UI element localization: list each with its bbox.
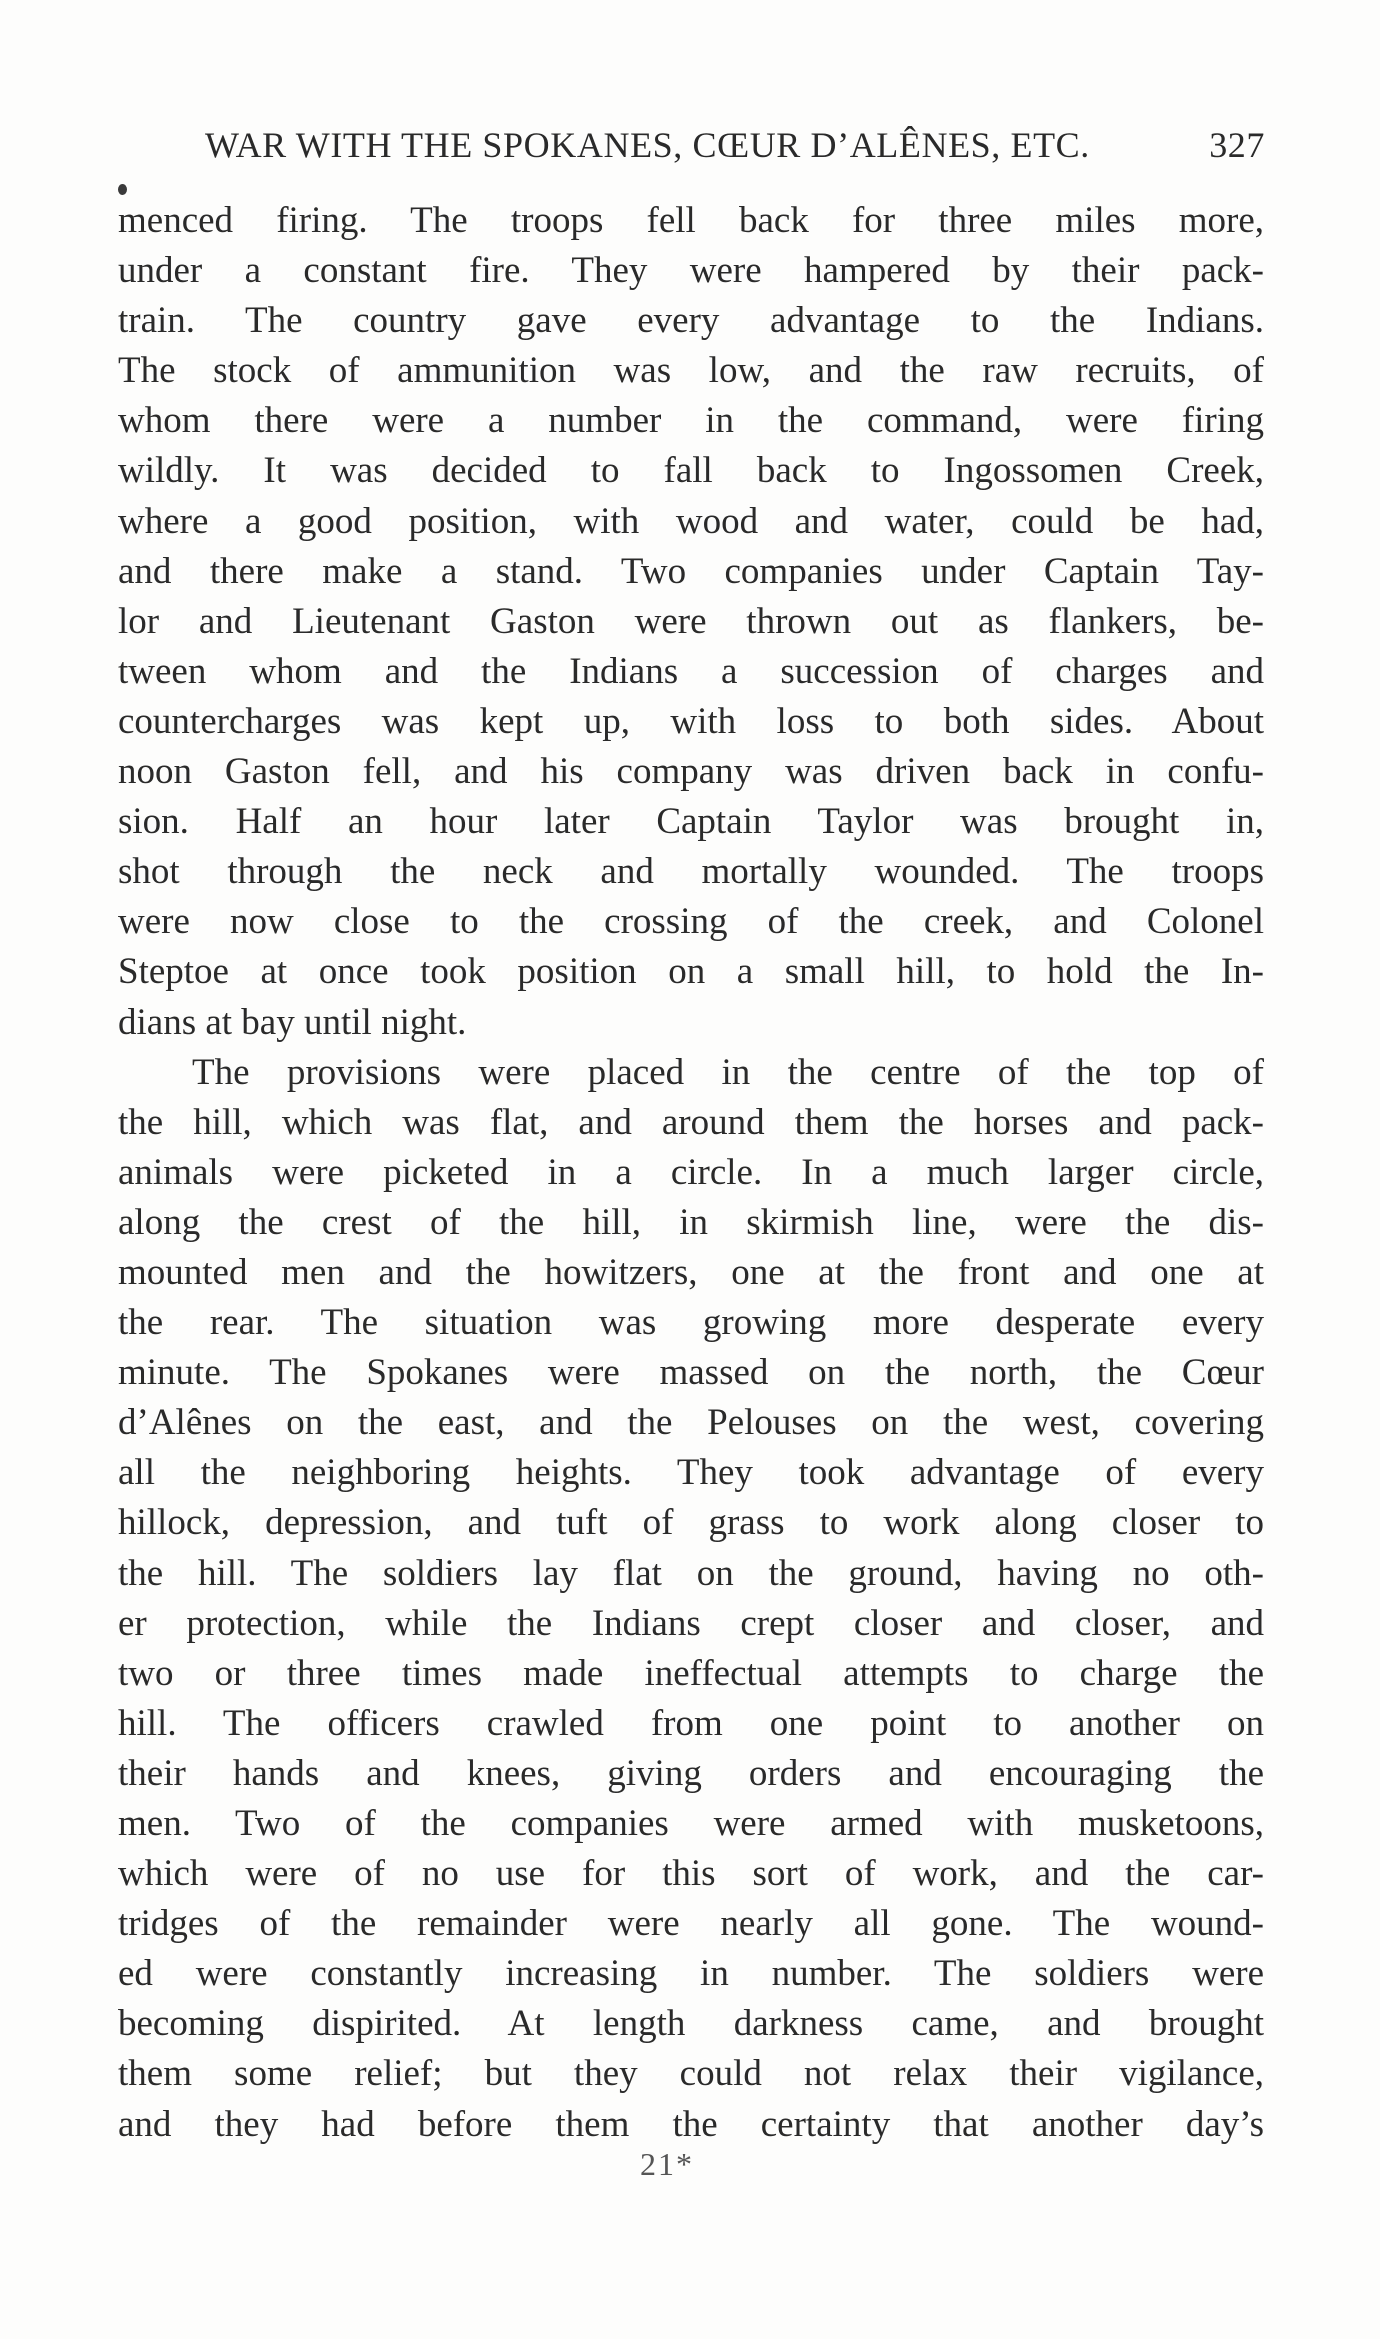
- ink-speck: [118, 184, 127, 195]
- text-line: tween whom and the Indians a succession of charges and: [118, 650, 1264, 692]
- text-line: shot through the neck and mortally wounded. The troops: [118, 851, 1264, 893]
- text-line: tridges of the remainder were nearly all gone. The wound-: [118, 1903, 1264, 1945]
- running-head: [205, 124, 1265, 174]
- text-line: wildly. It was decided to fall back to Ingossomen Creek,: [118, 450, 1264, 492]
- text-line: hillock, depression, and tuft of grass to work along closer to: [118, 1502, 1264, 1544]
- running-head-title: WAR WITH THE SPOKANES, CŒUR D’ALÊNES, ETC.: [205, 125, 1090, 165]
- text-line: and there make a stand. Two companies under Captain Tay-: [118, 550, 1264, 592]
- page-number: 327: [1209, 125, 1265, 165]
- text-line: were now close to the crossing of the creek, and Colonel: [118, 901, 1264, 943]
- text-line: whom there were a number in the command, were firing: [118, 400, 1264, 442]
- text-line: er protection, while the Indians crept closer and closer, and: [118, 1602, 1264, 1644]
- text-line: all the neighboring heights. They took advantage of every: [118, 1452, 1264, 1494]
- text-line: becoming dispirited. At length darkness came, and brought: [118, 2003, 1264, 2045]
- paragraph-end-line: dians at bay until night.: [118, 1001, 467, 1043]
- text-line: men. Two of the companies were armed with musketoons,: [118, 1803, 1264, 1844]
- text-line: animals were picketed in a circle. In a much larger circle,: [118, 1151, 1264, 1193]
- text-line: countercharges was kept up, with loss to both sides. About: [118, 700, 1264, 742]
- text-line: menced firing. The troops fell back for three miles more,: [118, 200, 1264, 241]
- signature-mark: 21*: [640, 2146, 694, 2182]
- text-line: The stock of ammunition was low, and the raw recruits, of: [118, 350, 1264, 392]
- text-line: the hill. The soldiers lay flat on the ground, having no oth-: [118, 1552, 1264, 1594]
- text-line: mounted men and the howitzers, one at the front and one at: [118, 1251, 1264, 1293]
- text-line: hill. The officers crawled from one point to another on: [118, 1702, 1264, 1744]
- text-line: ed were constantly increasing in number. The soldiers were: [118, 1953, 1264, 1995]
- paragraph-start-line: The provisions were placed in the centre of the top of: [192, 1051, 1264, 1093]
- text-line: two or three times made ineffectual attempts to charge the: [118, 1652, 1264, 1694]
- text-line: the hill, which was flat, and around them the horses and pack-: [118, 1101, 1264, 1143]
- text-line: the rear. The situation was growing more desperate every: [118, 1302, 1264, 1344]
- text-line: minute. The Spokanes were massed on the north, the Cœur: [118, 1352, 1264, 1394]
- text-line: and they had before them the certainty that another day’s: [118, 2103, 1264, 2145]
- body-text: [118, 196, 1264, 2150]
- text-line: d’Alênes on the east, and the Pelouses on the west, covering: [118, 1402, 1264, 1444]
- text-line: where a good position, with wood and water, could be had,: [118, 500, 1264, 542]
- text-line: their hands and knees, giving orders and encouraging the: [118, 1752, 1264, 1794]
- text-line: lor and Lieutenant Gaston were thrown out as flankers, be-: [118, 600, 1264, 642]
- text-line: along the crest of the hill, in skirmish line, were the dis-: [118, 1201, 1264, 1243]
- text-line: under a constant fire. They were hampered by their pack-: [118, 250, 1264, 292]
- text-line: noon Gaston fell, and his company was driven back in confu-: [118, 751, 1264, 793]
- text-line: train. The country gave every advantage to the Indians.: [118, 300, 1264, 342]
- text-line: Steptoe at once took position on a small hill, to hold the In-: [118, 951, 1264, 993]
- text-line: them some relief; but they could not relax their vigilance,: [118, 2053, 1264, 2095]
- text-line: sion. Half an hour later Captain Taylor was brought in,: [118, 801, 1264, 843]
- text-line: which were of no use for this sort of work, and the car-: [118, 1853, 1264, 1895]
